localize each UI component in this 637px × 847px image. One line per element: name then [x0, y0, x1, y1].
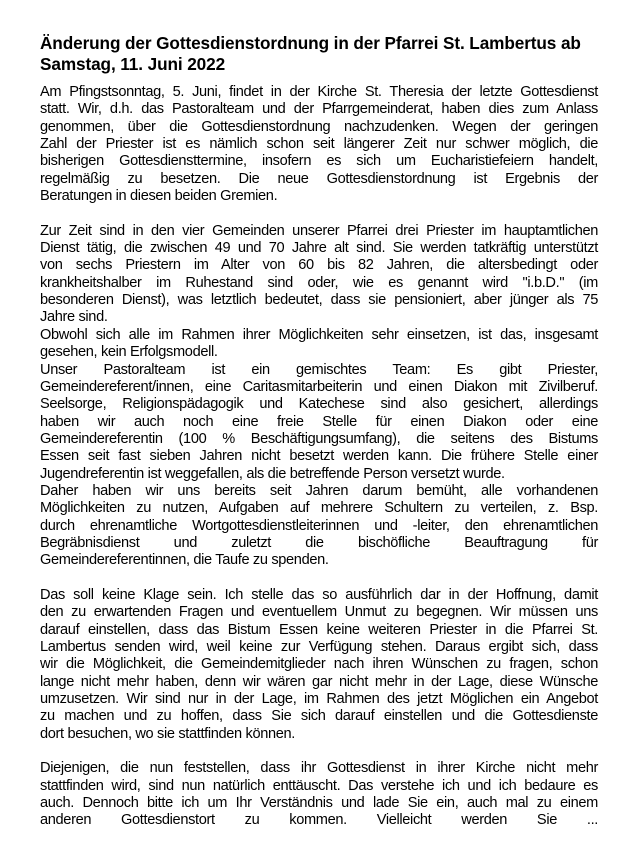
text-line: Gemeindereferent/innen, eine Caritasmitarbeiterin und einen Diakon mit Zivilberuf. [40, 378, 598, 395]
text-line: besonderen Dienst), was letztlich bedeutet, dass sie pensioniert, aber jünger als 75 [40, 292, 598, 309]
title-line-2: Samstag, 11. Juni 2022 [40, 54, 226, 74]
text-line: krankheitshalber im Ruhestand sind oder, wie es genannt wird "i.b.D." (im [40, 274, 598, 291]
document-title [40, 33, 598, 75]
text-line: Seelsorge, Religionspädagogik und Katechese sind also gesichert, allerdings [40, 396, 598, 413]
text-line: zu machen und zu hoffen, dass Sie sich darauf einstellen und die Gottesdienste [40, 708, 598, 725]
text-line: lange nicht mehr haben, denn wir wären gar nicht mehr in der Lage, diese Wünsche [40, 673, 598, 690]
text-line: Daher haben wir uns bereits seit Jahren darum bemüht, alle vorhandenen [40, 482, 598, 499]
text-line: anderen Gottesdienstort zu kommen. Vielleicht werden Sie ... [40, 812, 598, 829]
text-line: den zu erwartenden Fragen und eventuellem Unmut zu begegnen. Wir müssen uns [40, 604, 598, 621]
paragraph-priester [40, 223, 598, 327]
title-line-1: Änderung der Gottesdienstordnung in der Pfarrei St. Lambertus ab [40, 33, 581, 53]
text-line: umzusetzen. Wir sind nur in der Lage, im Rahmen des jetzt Möglichen ein Angebot [40, 691, 598, 708]
text-line: regelmäßig zu besetzen. Die neue Gottesdienstordnung ist Ergebnis der [40, 170, 598, 187]
text-line: von sechs Priestern im Alter von 60 bis 82 Jahren, die altersbedingt oder [40, 257, 598, 274]
text-line: gesehen, kein Erfolgsmodell. [40, 344, 218, 361]
text-line: Diejenigen, die nun feststellen, dass ihr Gottesdienst in ihrer Kirche nicht mehr [40, 760, 598, 777]
text-line: dort besuchen, wo sie stattfinden können. [40, 725, 296, 742]
text-line: Jugendreferentin ist weggefallen, als die betreffende Person versetzt wurde. [40, 465, 505, 482]
text-line: durch ehrenamtliche Wortgottesdienstleiterinnen und -leiter, den ehrenamtlichen [40, 517, 598, 534]
text-line: Gemeindereferentin (100 % Beschäftigungsumfang), die seitens des Bistums [40, 430, 598, 447]
paragraph-erfolgsmodell [40, 327, 598, 362]
text-line: Obwohl sich alle im Rahmen ihrer Möglichkeiten sehr einsetzen, ist das, insgesamt [40, 326, 598, 343]
text-line: wir die Möglichkeit, die Gemeindemitglieder nach ihren Wünschen zu fragen, schon [40, 656, 598, 673]
text-line: Das soll keine Klage sein. Ich stelle das so ausführlich dar in der Hoffnung, damit [40, 586, 598, 603]
text-line: Möglichkeiten zu nutzen, Aufgaben auf mehrere Schultern zu verteilen, z. Bsp. [40, 500, 598, 517]
text-line: Gemeindereferentinnen, die Taufe zu spenden. [40, 552, 329, 569]
text-line: Jahre sind. [40, 309, 108, 326]
text-line: Zur Zeit sind in den vier Gemeinden unserer Pfarrei drei Priester im hauptamtlichen [40, 222, 598, 239]
text-line: Beratungen in diesen beiden Gremien. [40, 188, 278, 205]
paragraph-pastoralteam [40, 362, 598, 483]
text-line: Zahl der Priester ist es nämlich schon seit längerer Zeit nur schwer möglich, die [40, 136, 598, 153]
text-line: stattfinden wird, sind nun natürlich enttäuscht. Das verstehe ich und ich bedaure es [40, 777, 598, 794]
text-line: Lambertus senden wird, weil keine zur Verfügung stehen. Daraus ergibt sich, dass [40, 639, 598, 655]
text-line: Begräbnisdienst und zuletzt die bischöfliche Beauftragung für [40, 534, 598, 551]
document-page [40, 33, 598, 847]
paragraph-diejenigen [40, 760, 598, 829]
text-line: Dienst tätig, die zwischen 49 und 70 Jahre alt sind. Sie werden tatkräftig unterstützt [40, 240, 598, 257]
text-line: genommen, über die Gottesdienstordnung nachzudenken. Wegen der geringen [40, 118, 598, 135]
paragraph-pfingstsonntag [40, 84, 598, 205]
text-line: darauf einstellen, dass das Bistum Essen keine weiteren Priester in die Pfarrei St. [40, 621, 598, 638]
paragraph-aufgaben [40, 483, 598, 570]
text-line: Essen seit fast sieben Jahren nicht besetzt werden kann. Die frühere Stelle einer [40, 448, 598, 465]
text-line: Am Pfingstsonntag, 5. Juni, findet in der Kirche St. Theresia der letzte Gottesdienst [40, 84, 598, 100]
text-line: statt. Wir, d.h. das Pastoralteam und der Pfarrgemeinderat, haben dies zum Anlass [40, 101, 598, 118]
text-line: Unser Pastoralteam ist ein gemischtes Team: Es gibt Priester, [40, 361, 598, 378]
text-line: haben wir auch noch eine freie Stelle für einen Diakon oder eine [40, 413, 598, 430]
paragraph-keine-klage [40, 587, 598, 743]
text-line: bisherigen Gottesdiensttermine, insofern es sich um Eucharistiefeiern handelt, [40, 153, 598, 170]
text-line: auch. Dennoch bitte ich um Ihr Verständnis und lade Sie ein, auch mal zu einem [40, 795, 598, 812]
